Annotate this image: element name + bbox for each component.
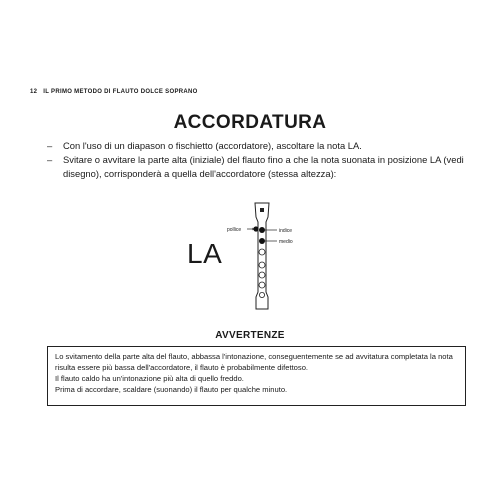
recorder-window: [260, 208, 264, 212]
warning-box: [47, 346, 466, 406]
finger-hole-6: [259, 282, 265, 288]
running-title: IL PRIMO METODO DI FLAUTO DOLCE SOPRANO: [43, 89, 198, 95]
running-header: [30, 89, 198, 95]
warning-line: Il flauto caldo ha un'intonazione più alta di quello freddo.: [55, 374, 244, 383]
warning-line: Prima di accordare, scaldare (suonando) il flauto per qualche minuto.: [55, 385, 288, 394]
recorder-fingering-diagram: [225, 195, 325, 325]
finger-hole-3: [259, 249, 265, 255]
finger-hole-5: [259, 272, 265, 278]
instruction-item: – Svitare o avvitare la parte alta (iniziale) del flauto fino a che la nota suonata in posizione LA (vedi disegno), corrisponderà a quella dell'accordatore (stessa altezza):: [47, 153, 472, 180]
page-title: ACCORDATURA: [173, 112, 327, 133]
finger-hole-2: [259, 238, 265, 244]
finger-hole-7: [259, 292, 264, 297]
warning-title: AVVERTENZE: [215, 330, 285, 341]
index-label: indice: [279, 228, 293, 234]
finger-hole-4: [259, 262, 265, 268]
thumb-label: pollice: [227, 227, 242, 233]
note-name-label: LA: [187, 238, 223, 269]
instruction-item: – Con l'uso di un diapason o fischietto (accordatore), ascoltare la nota LA.: [47, 139, 472, 153]
instruction-list: [47, 139, 472, 181]
finger-hole-1: [259, 227, 265, 233]
middle-label: medio: [279, 239, 293, 245]
warning-line: Lo svitamento della parte alta del flauto, abbassa l'intonazione, conseguentemente se ad avvitatura completata la nota risulta essere più bassa dell'accordatore, il flauto è probabilmente difettoso.: [55, 352, 453, 372]
page-number: 12: [30, 89, 38, 95]
